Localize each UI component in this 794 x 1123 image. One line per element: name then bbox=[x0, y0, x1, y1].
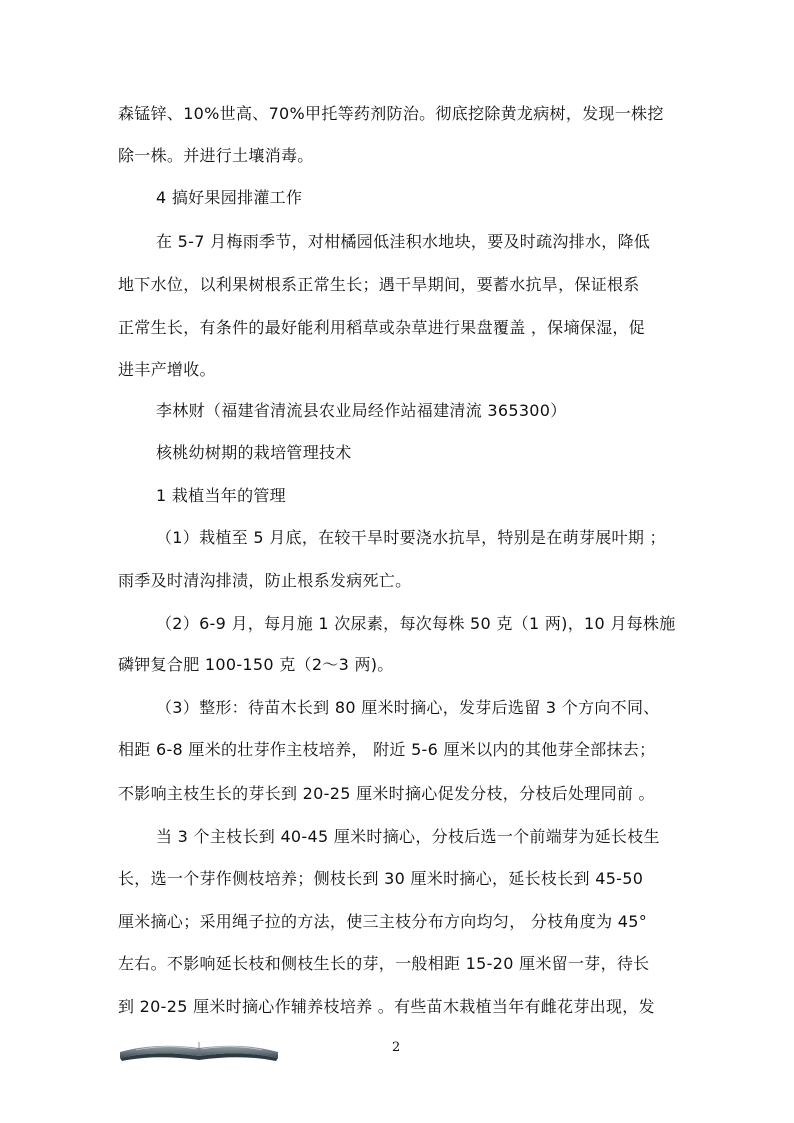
text-line: 进丰产增收。 bbox=[118, 360, 216, 379]
text-line: 左右。不影响延长枝和侧枝生长的芽，一般相距 15-20 厘米留一芽，待长 bbox=[118, 954, 650, 973]
text-line: （2）6-9 月，每月施 1 次尿素，每次每株 50 克（1 两)，10 月每株施 bbox=[156, 614, 676, 633]
text-line: 正常生长，有条件的最好能利用稻草或杂草进行果盘覆盖 ，保墒保湿，促 bbox=[118, 318, 645, 337]
text-line: 相距 6-8 厘米的壮芽作主枝培养， 附近 5-6 厘米以内的其他芽全部抹去； bbox=[118, 740, 656, 759]
text-line: 地下水位，以利果树根系正常生长；遇干旱期间，要蓄水抗旱，保证根系 bbox=[118, 275, 640, 294]
open-book-icon bbox=[116, 1036, 282, 1064]
text-line: 在 5-7 月梅雨季节，对柑橘园低洼积水地块，要及时疏沟排水，降低 bbox=[156, 232, 651, 251]
text-line: 除一株。并进行土壤消毒。 bbox=[118, 146, 314, 165]
page-number: 2 bbox=[392, 1040, 401, 1055]
article-title: 核桃幼树期的栽培管理技术 bbox=[156, 443, 352, 462]
text-line: 不影响主枝生长的芽长到 20-25 厘米时摘心促发分枝，分枝后处理同前 。 bbox=[118, 784, 655, 803]
text-line: 磷钾复合肥 100-150 克（2～3 两)。 bbox=[118, 655, 394, 674]
text-line: 雨季及时清沟排渍，防止根系发病死亡。 bbox=[118, 571, 412, 590]
text-line: （1）栽植至 5 月底，在较干旱时要浇水抗旱，特别是在萌芽展叶期 ； bbox=[156, 528, 666, 547]
text-line: 长，选一个芽作侧枝培养；侧枝长到 30 厘米时摘心，延长枝长到 45-50 bbox=[118, 869, 644, 888]
author-line: 李林财（福建省清流县农业局经作站福建清流 365300） bbox=[156, 401, 567, 420]
text-line: 厘米摘心；采用绳子拉的方法，使三主枝分布方向均匀， 分枝角度为 45° bbox=[118, 912, 648, 931]
text-line: 森锰锌、10%世高、70%甲托等药剂防治。彻底挖除黄龙病树，发现一株挖 bbox=[118, 104, 664, 123]
section-heading: 1 栽植当年的管理 bbox=[156, 486, 286, 505]
text-line: （3）整形：待苗木长到 80 厘米时摘心，发芽后选留 3 个方向不同、 bbox=[156, 698, 660, 717]
text-line: 当 3 个主枝长到 40-45 厘米时摘心，分枝后选一个前端芽为延长枝生 bbox=[156, 827, 660, 846]
text-line: 到 20-25 厘米时摘心作辅养枝培养 。有些苗木栽植当年有雌花芽出现，发 bbox=[118, 997, 655, 1016]
section-heading: 4 搞好果园排灌工作 bbox=[156, 188, 303, 207]
